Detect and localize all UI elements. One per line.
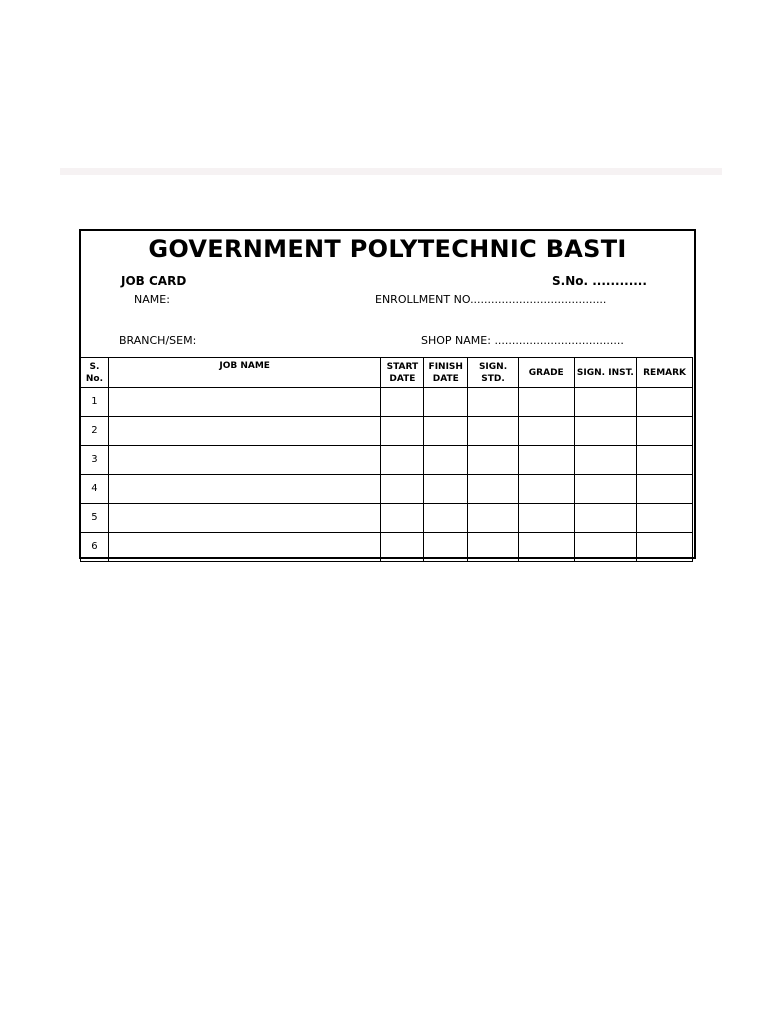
branch-sem-field: BRANCH/SEM: <box>119 334 197 347</box>
col-header-job-name: JOB NAME <box>108 358 381 388</box>
sign-std-cell[interactable] <box>468 388 519 417</box>
job-card-form <box>79 229 696 559</box>
row-number: 4 <box>81 475 109 504</box>
row-number: 1 <box>81 388 109 417</box>
grade-cell[interactable] <box>518 388 574 417</box>
remark-cell[interactable] <box>637 446 693 475</box>
job-card-label: JOB CARD <box>121 274 187 288</box>
col-header-sno: S. No. <box>81 358 109 388</box>
finish-date-cell[interactable] <box>424 446 468 475</box>
finish-date-cell[interactable] <box>424 475 468 504</box>
table-row <box>81 388 693 417</box>
remark-cell[interactable] <box>637 504 693 533</box>
col-header-grade: GRADE <box>518 358 574 388</box>
row-number: 6 <box>81 533 109 562</box>
table-row <box>81 446 693 475</box>
remark-cell[interactable] <box>637 417 693 446</box>
row-number: 3 <box>81 446 109 475</box>
finish-date-cell[interactable] <box>424 388 468 417</box>
finish-date-cell[interactable] <box>424 417 468 446</box>
col-header-finish-date: FINISH DATE <box>424 358 468 388</box>
sign-std-cell[interactable] <box>468 533 519 562</box>
grade-cell[interactable] <box>518 475 574 504</box>
start-date-cell[interactable] <box>381 533 424 562</box>
sign-std-cell[interactable] <box>468 475 519 504</box>
table-row <box>81 475 693 504</box>
job-name-cell[interactable] <box>108 504 381 533</box>
sign-inst-cell[interactable] <box>574 388 637 417</box>
sign-std-cell[interactable] <box>468 417 519 446</box>
job-name-cell[interactable] <box>108 446 381 475</box>
job-name-cell[interactable] <box>108 475 381 504</box>
table-header-row <box>81 358 693 388</box>
col-header-sign-std: SIGN. STD. <box>468 358 519 388</box>
col-header-remark: REMARK <box>637 358 693 388</box>
enrollment-field: ENROLLMENT NO....................................... <box>375 293 607 306</box>
sign-inst-cell[interactable] <box>574 504 637 533</box>
table-row <box>81 504 693 533</box>
grade-cell[interactable] <box>518 504 574 533</box>
finish-date-cell[interactable] <box>424 533 468 562</box>
start-date-cell[interactable] <box>381 417 424 446</box>
grade-cell[interactable] <box>518 446 574 475</box>
grade-cell[interactable] <box>518 533 574 562</box>
table-row <box>81 417 693 446</box>
job-name-cell[interactable] <box>108 533 381 562</box>
row-number: 5 <box>81 504 109 533</box>
job-table <box>80 357 693 562</box>
sign-inst-cell[interactable] <box>574 533 637 562</box>
job-name-cell[interactable] <box>108 417 381 446</box>
start-date-cell[interactable] <box>381 475 424 504</box>
remark-cell[interactable] <box>637 533 693 562</box>
start-date-cell[interactable] <box>381 504 424 533</box>
start-date-cell[interactable] <box>381 388 424 417</box>
institution-title: GOVERNMENT POLYTECHNIC BASTI <box>148 235 627 263</box>
sign-inst-cell[interactable] <box>574 417 637 446</box>
col-header-sign-inst: SIGN. INST. <box>574 358 637 388</box>
remark-cell[interactable] <box>637 475 693 504</box>
start-date-cell[interactable] <box>381 446 424 475</box>
sign-inst-cell[interactable] <box>574 475 637 504</box>
row-number: 2 <box>81 417 109 446</box>
sign-inst-cell[interactable] <box>574 446 637 475</box>
remark-cell[interactable] <box>637 388 693 417</box>
col-header-start-date: START DATE <box>381 358 424 388</box>
name-field: NAME: <box>134 293 170 306</box>
sign-std-cell[interactable] <box>468 446 519 475</box>
grade-cell[interactable] <box>518 417 574 446</box>
shop-name-field: SHOP NAME: ..................................... <box>421 334 624 347</box>
top-divider <box>60 168 722 175</box>
job-name-cell[interactable] <box>108 388 381 417</box>
sign-std-cell[interactable] <box>468 504 519 533</box>
finish-date-cell[interactable] <box>424 504 468 533</box>
table-row <box>81 533 693 562</box>
serial-number-field: S.No. ............ <box>552 274 647 288</box>
